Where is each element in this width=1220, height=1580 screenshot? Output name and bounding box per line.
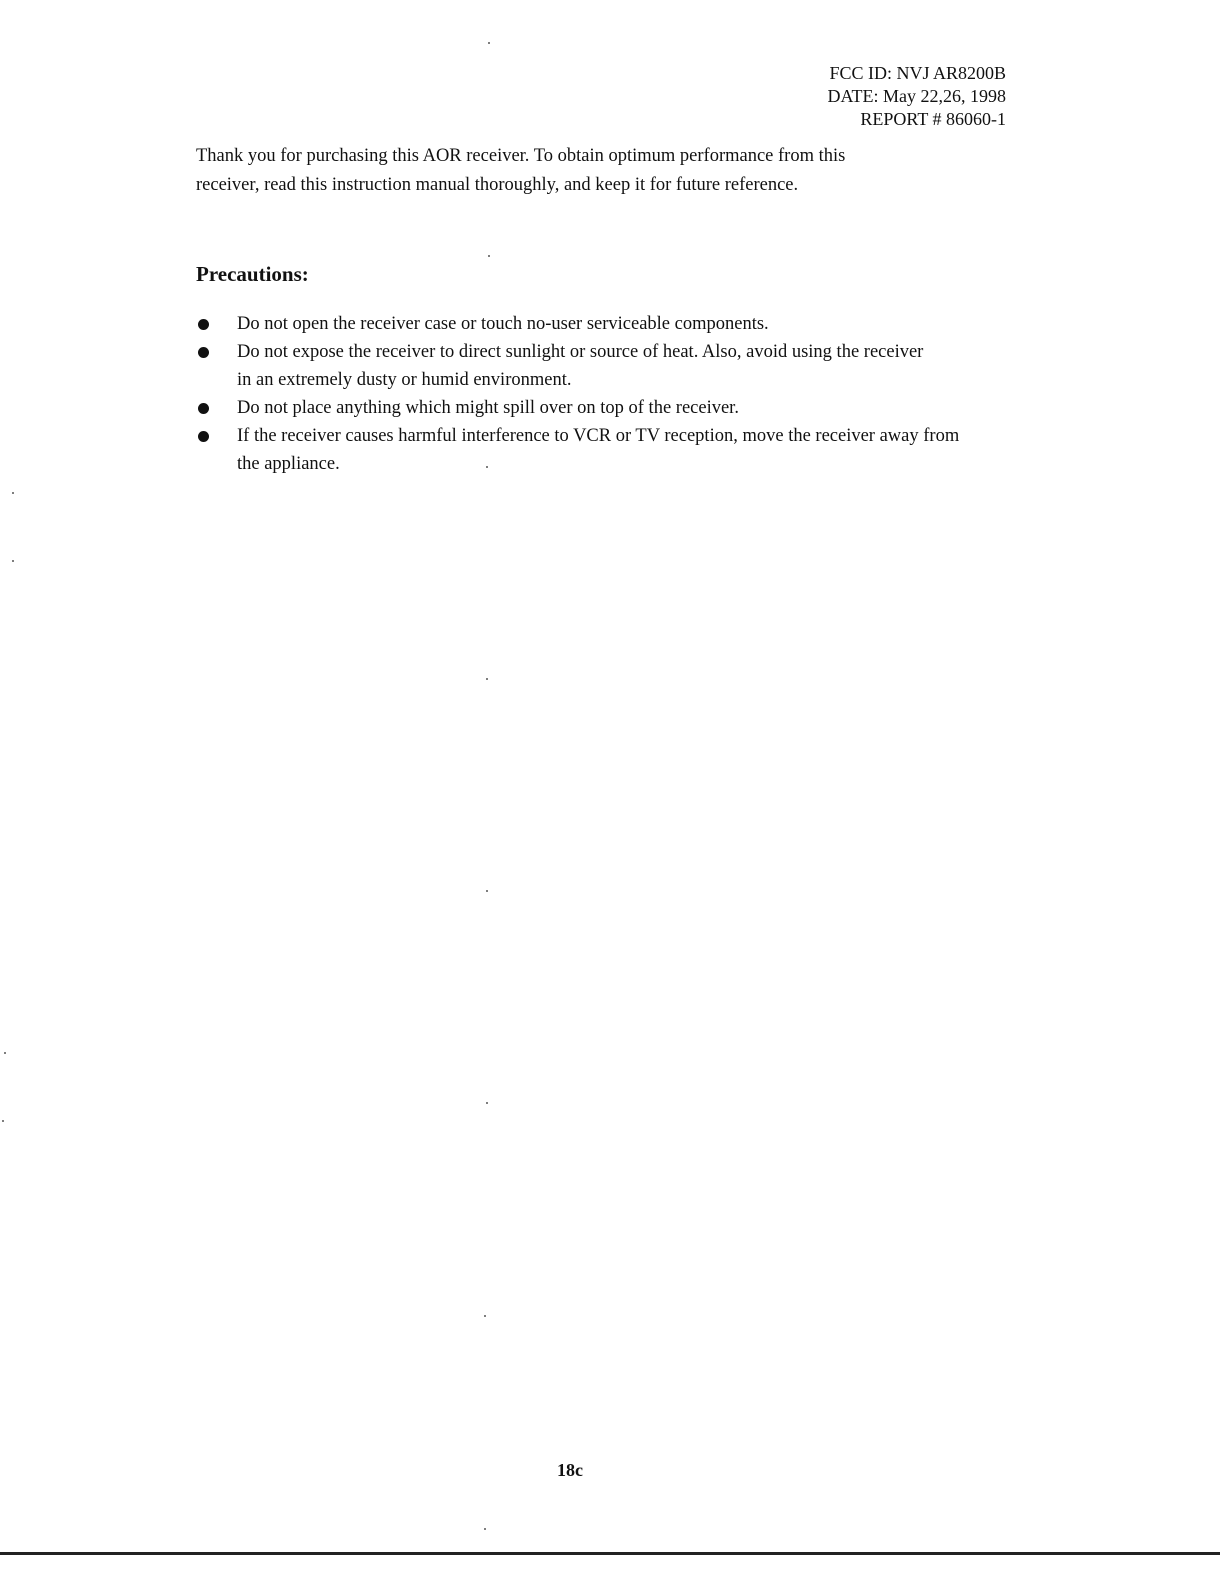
page-number: 18c: [557, 1460, 583, 1480]
scan-speck: [4, 1052, 6, 1054]
scan-speck: [12, 560, 14, 562]
document-header: [828, 62, 1007, 131]
precaution-item: [196, 422, 1096, 478]
precaution-text: Do not open the receiver case or touch no-user serviceable components.: [237, 314, 769, 334]
precaution-text: If the receiver causes harmful interference to VCR or TV reception, move the receiver away from: [237, 426, 960, 446]
date-line: DATE: May 22,26, 1998: [827, 86, 1006, 106]
intro-paragraph: [196, 142, 996, 200]
precaution-text: Do not place anything which might spill over on top of the receiver.: [237, 398, 739, 418]
bullet-icon: [198, 319, 209, 330]
report-number-line: REPORT # 86060-1: [860, 109, 1006, 129]
intro-line-1: Thank you for purchasing this AOR receiver. To obtain optimum performance from this: [196, 146, 846, 166]
scan-speck: [2, 1120, 4, 1122]
bullet-icon: [198, 403, 209, 414]
scan-speck: [486, 890, 488, 892]
precaution-item: [196, 310, 1096, 338]
precaution-text: Do not expose the receiver to direct sunlight or source of heat. Also, avoid using the receiver: [237, 342, 924, 362]
precautions-list: [196, 310, 1096, 478]
precaution-item: [196, 394, 1096, 422]
scan-speck: [12, 492, 14, 494]
precaution-text-continued: in an extremely dusty or humid environment.: [237, 370, 572, 390]
intro-line-2: receiver, read this instruction manual thoroughly, and keep it for future reference.: [196, 175, 799, 195]
bullet-icon: [198, 347, 209, 358]
scan-speck: [486, 1102, 488, 1104]
precaution-text-continued: the appliance.: [237, 454, 340, 474]
precaution-item: [196, 338, 1096, 394]
fcc-id-line: FCC ID: NVJ AR8200B: [829, 63, 1006, 83]
scan-speck: [484, 1528, 486, 1530]
scan-speck: [486, 678, 488, 680]
scan-speck: [488, 255, 490, 257]
page-bottom-rule: [0, 1552, 1220, 1555]
scan-speck: [488, 42, 490, 44]
bullet-icon: [198, 431, 209, 442]
precautions-heading: Precautions:: [196, 262, 309, 286]
scan-speck: [486, 466, 488, 468]
scan-speck: [484, 1315, 486, 1317]
